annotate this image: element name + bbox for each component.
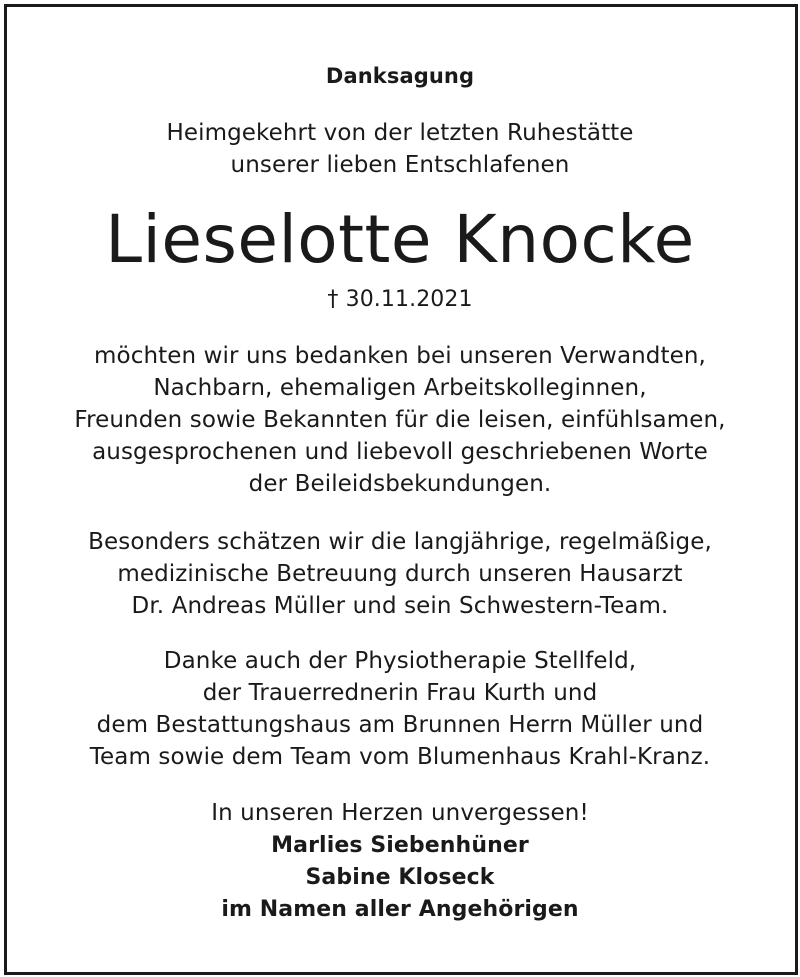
closing-line: In unseren Herzen unvergessen!: [211, 800, 589, 826]
intro-line-2: unserer lieben Entschlafenen: [230, 152, 570, 178]
paragraph1-line-5: der Beileidsbekundungen.: [248, 471, 552, 497]
paragraph1-line-3: Freunden sowie Bekannten für die leisen, einfühlsamen,: [74, 407, 726, 433]
signatory-1: Marlies Siebenhüner: [271, 833, 529, 858]
death-date: † 30.11.2021: [327, 287, 473, 312]
signatory-3: im Namen aller Angehörigen: [221, 897, 579, 922]
paragraph3-line-3: dem Bestattungshaus am Brunnen Herrn Müller und: [96, 712, 704, 738]
paragraph3-line-2: der Trauerrednerin Frau Kurth und: [202, 680, 598, 706]
paragraph3-line-1: Danke auch der Physiotherapie Stellfeld,: [163, 648, 637, 674]
paragraph1-line-4: ausgesprochenen und liebevoll geschriebenen Worte: [92, 439, 708, 465]
deceased-name: Lieselotte Knocke: [105, 201, 695, 278]
intro-line-1: Heimgekehrt von der letzten Ruhestätte: [166, 120, 634, 146]
paragraph2-line-3: Dr. Andreas Müller und sein Schwestern-Team.: [131, 593, 669, 619]
paragraph2-line-2: medizinische Betreuung durch unseren Hausarzt: [117, 561, 683, 587]
signatory-2: Sabine Kloseck: [305, 865, 495, 890]
paragraph1-line-2: Nachbarn, ehemaligen Arbeitskolleginnen,: [153, 375, 647, 401]
paragraph2-line-1: Besonders schätzen wir die langjährige, regelmäßige,: [88, 529, 712, 555]
paragraph1-line-1: möchten wir uns bedanken bei unseren Verwandten,: [94, 343, 706, 369]
heading: Danksagung: [325, 64, 475, 88]
paragraph3-line-4: Team sowie dem Team vom Blumenhaus Krahl-Kranz.: [89, 744, 711, 770]
